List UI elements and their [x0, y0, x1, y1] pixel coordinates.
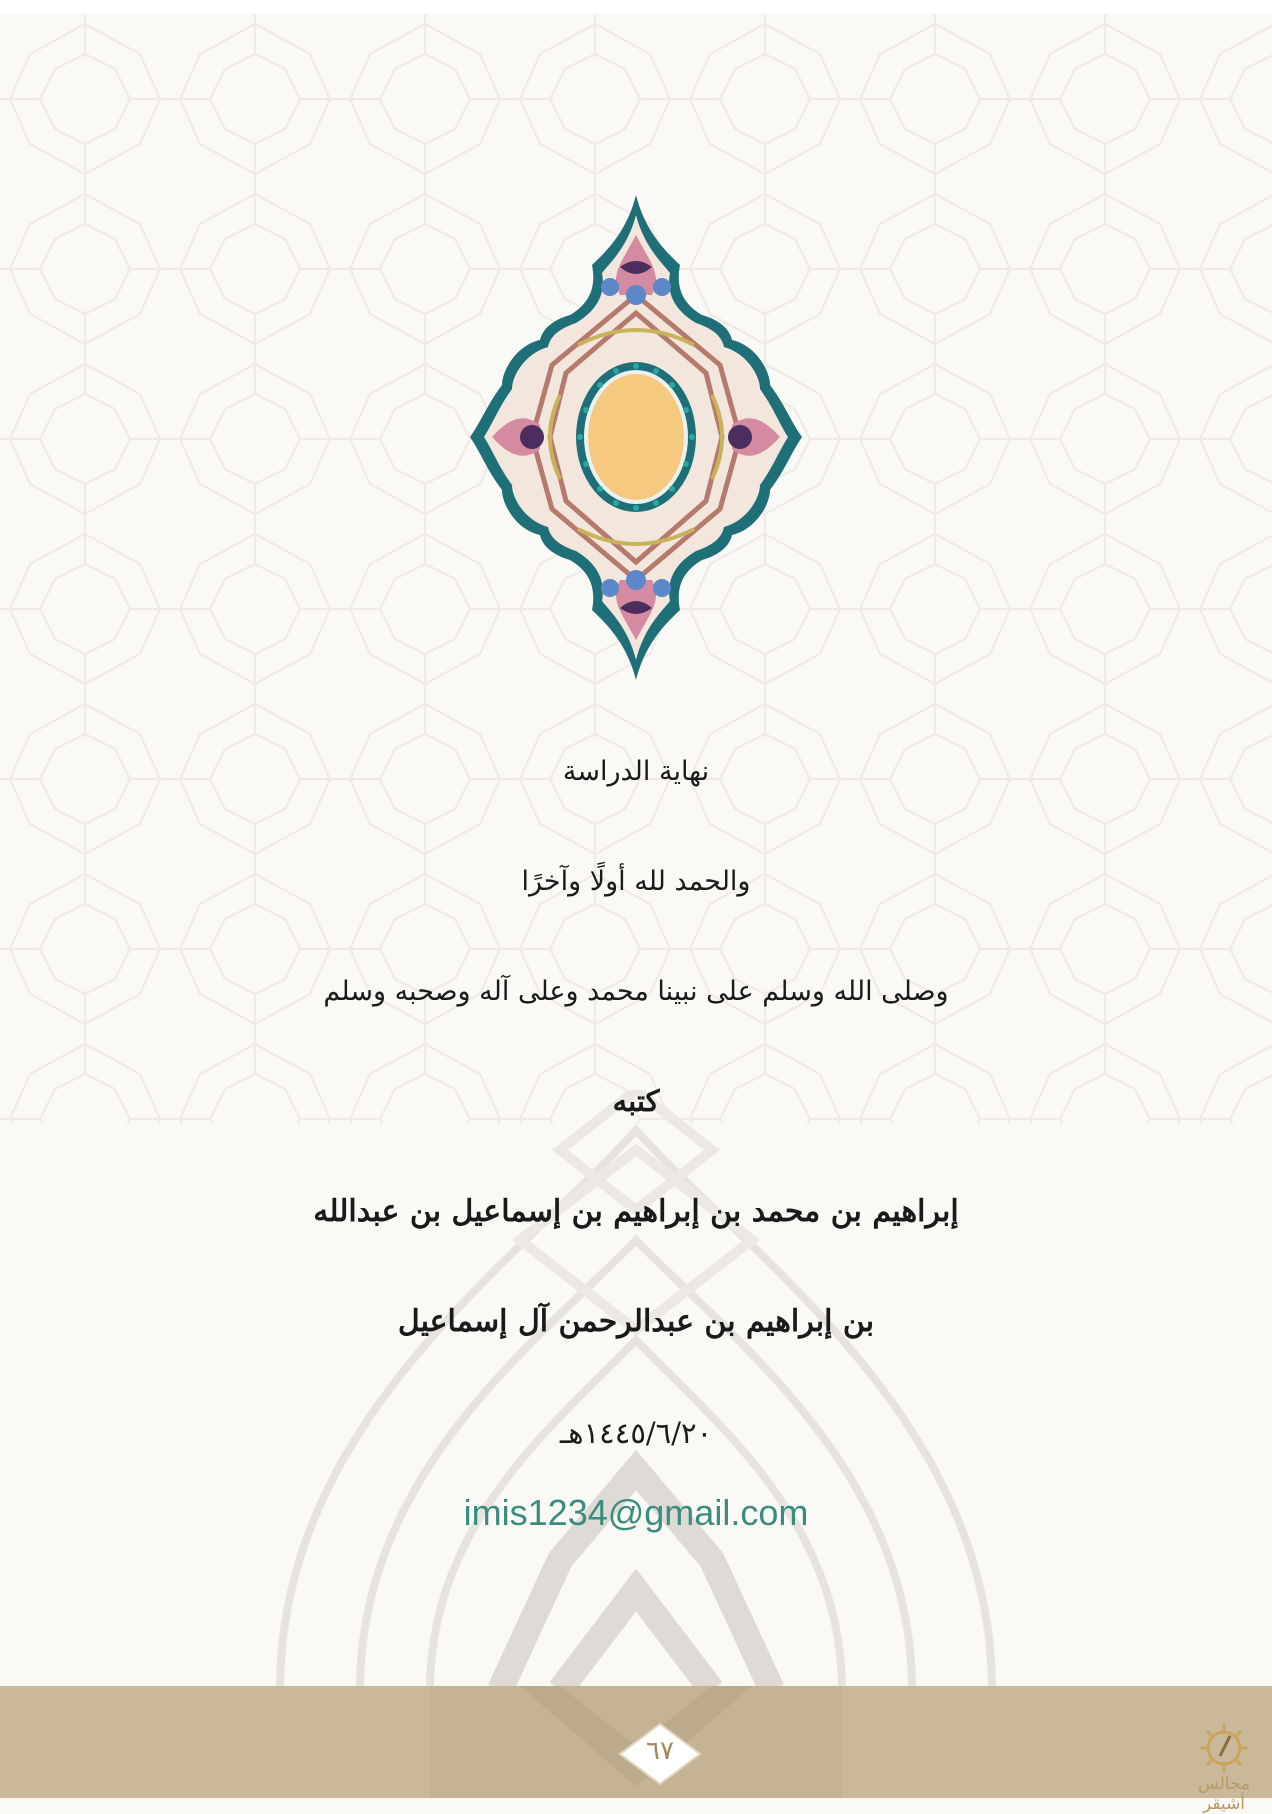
written-by-label: كتبه [612, 1084, 660, 1118]
author-name-line-2: بن إبراهيم بن عبدالرحمن آل إسماعيل [397, 1304, 875, 1339]
publisher-logo-text: مجالس أشيقر [1197, 1774, 1251, 1814]
ornamental-medallion-icon [470, 195, 802, 680]
praise-text: والحمد لله أولًا وآخرًا [521, 866, 751, 897]
top-strip [0, 0, 1272, 14]
arch-watermark [0, 1090, 1272, 1690]
date-text: ١٤٤٥/٦/٢٠هـ [559, 1416, 713, 1450]
page-number: ٦٧ [646, 1736, 674, 1766]
author-name-line-1: إبراهيم بن محمد بن إبراهيم بن إسماعيل بن عبدالله [313, 1194, 959, 1229]
salutation-text: وصلى الله وسلم على نبينا محمد وعلى آله وصحبه وسلم [323, 976, 949, 1007]
email-link[interactable]: imis1234@gmail.com [463, 1492, 809, 1533]
end-of-study-text: نهاية الدراسة [562, 756, 710, 787]
